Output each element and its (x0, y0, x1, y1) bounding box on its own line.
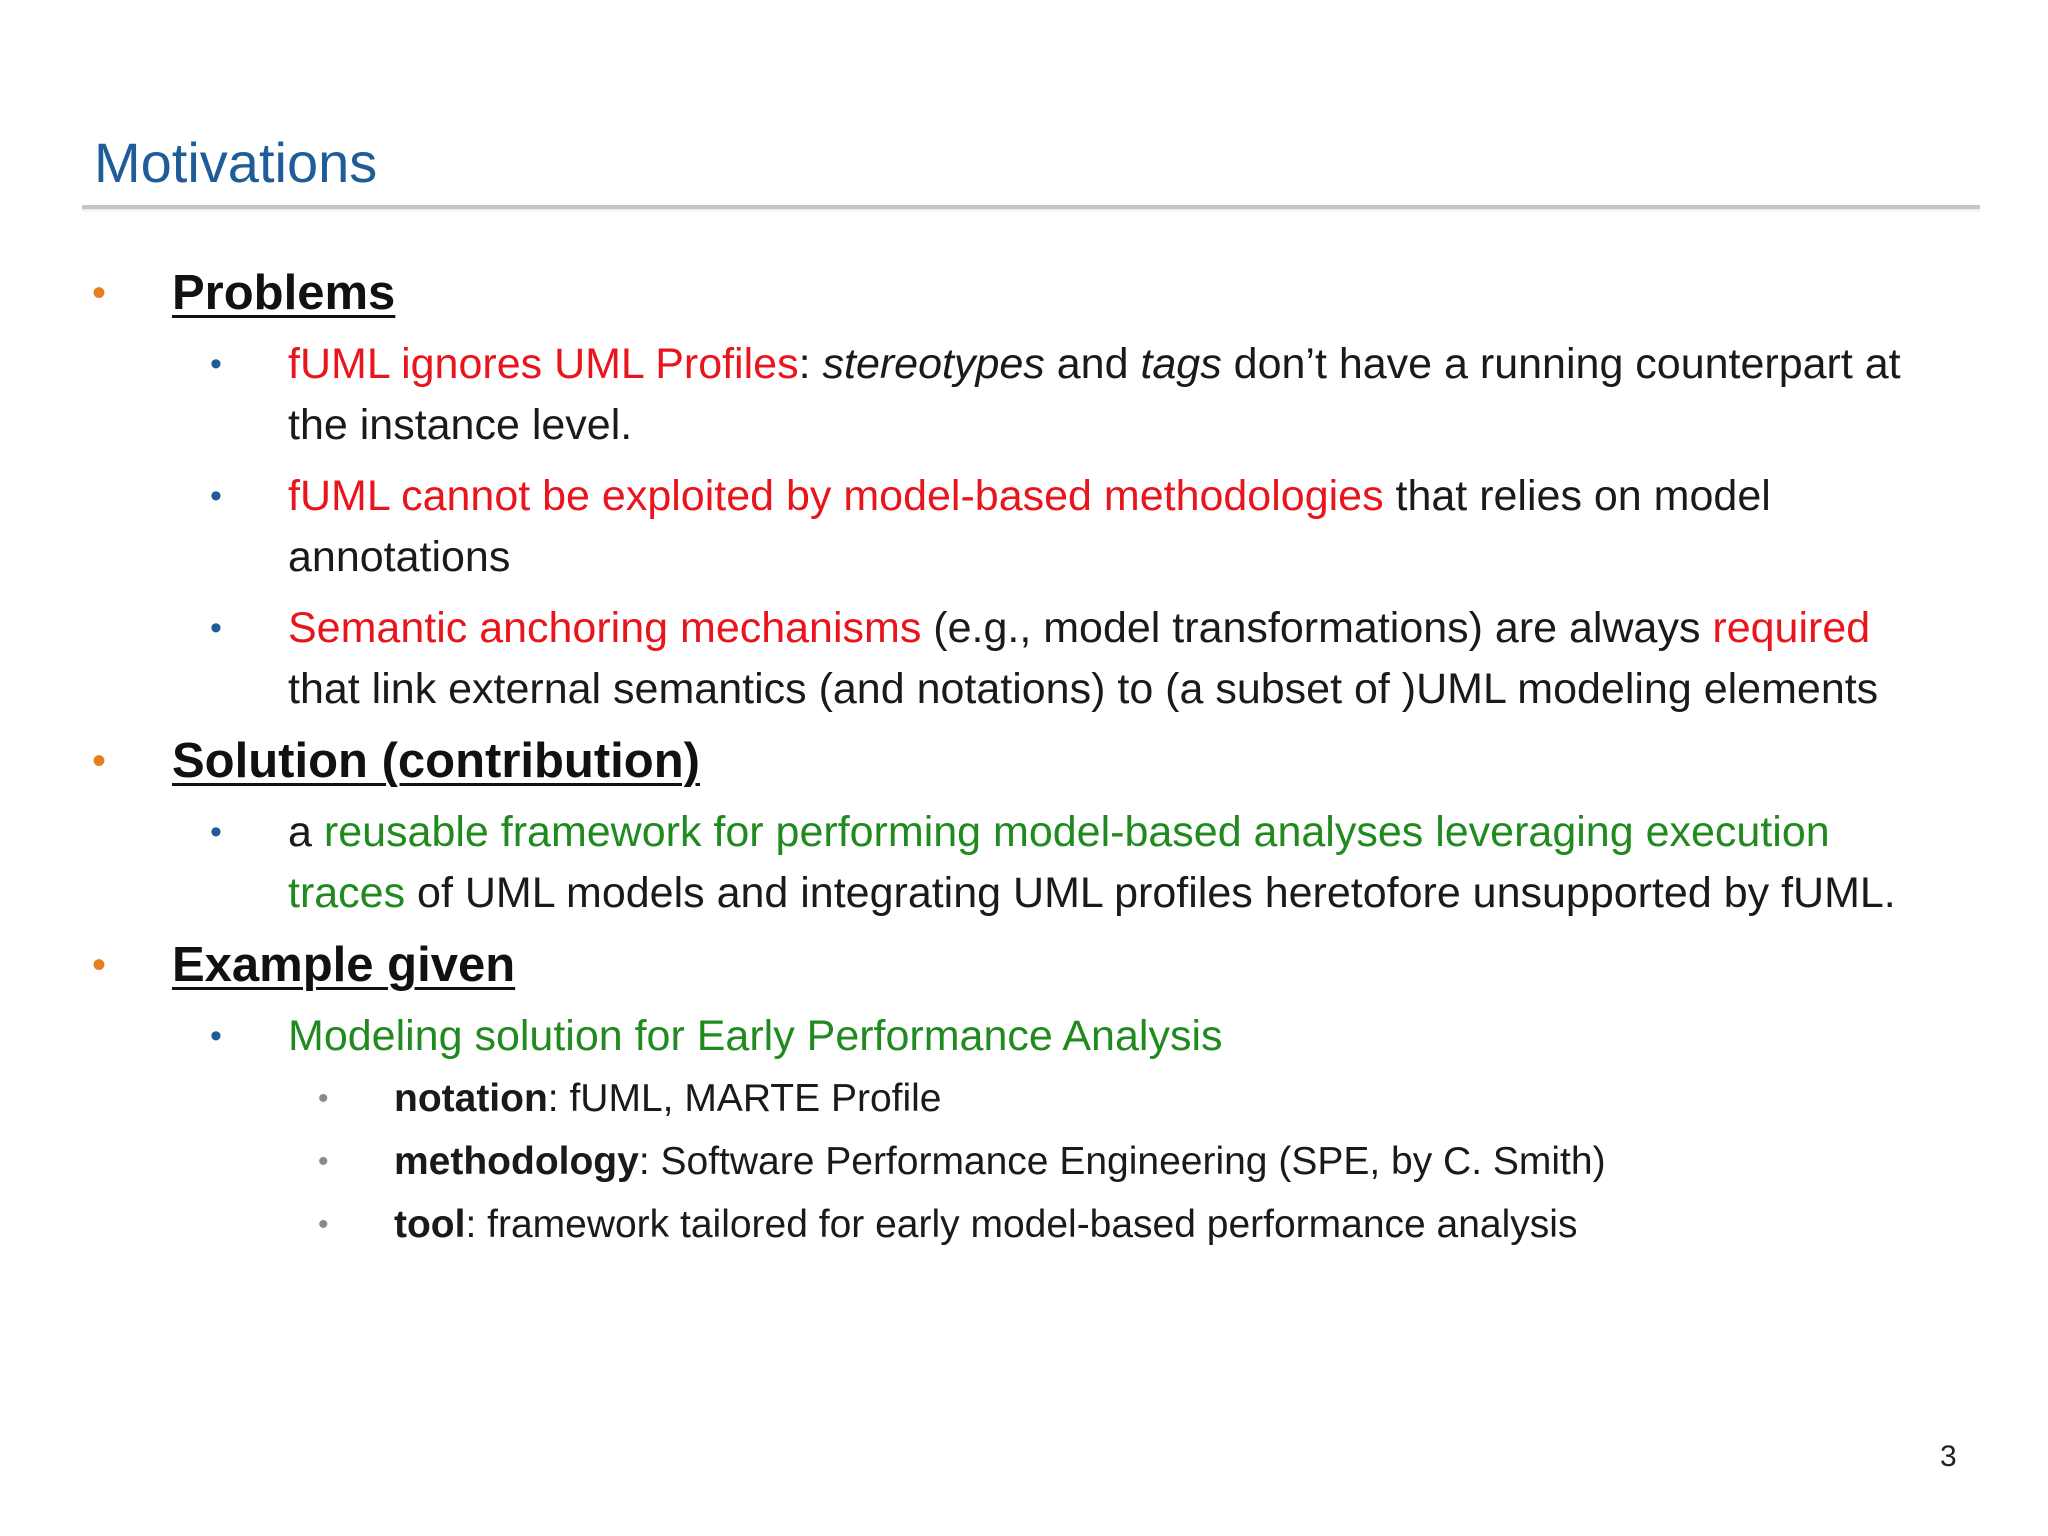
problem-1-rest: don’t have a running counterpart at the instance level. (288, 340, 1901, 449)
solution-1-pre: a (288, 808, 324, 856)
problem-1-colon: : (798, 340, 823, 388)
solution-heading: Solution (contribution) (172, 734, 700, 788)
blue-bullet-icon: • (210, 609, 222, 647)
solution-item-1 (210, 802, 1948, 924)
problem-3-mid: (e.g., model transformations) are always (921, 604, 1713, 652)
example-1-highlight: Modeling solution for Early Performance Analysis (288, 1012, 1223, 1060)
problem-item-1 (210, 334, 1948, 456)
blue-bullet-icon: • (210, 813, 222, 851)
orange-bullet-icon: • (92, 943, 107, 987)
problem-1-and: and (1044, 340, 1141, 388)
orange-bullet-icon: • (92, 271, 107, 315)
problem-1-stereotypes: stereotypes (822, 340, 1045, 388)
subitem-text: : framework tailored for early model-based performance analysis (465, 1203, 1578, 1246)
problems-heading: Problems (172, 266, 396, 320)
solution-1-rest: of UML models and integrating UML profiles heretofore unsupported by fUML. (405, 869, 1896, 917)
title-divider (82, 205, 1980, 209)
subitem-label: notation (394, 1077, 548, 1120)
subitem-text: : fUML, MARTE Profile (547, 1077, 942, 1120)
problem-item-3 (210, 598, 1948, 720)
gray-bullet-icon: • (318, 1208, 329, 1241)
problem-2-highlight: fUML cannot be exploited by model-based methodologies (288, 472, 1384, 520)
blue-bullet-icon: • (210, 345, 222, 383)
subitem-label: methodology (394, 1140, 639, 1183)
example-subitem-tool (318, 1193, 1944, 1256)
slide-body (0, 260, 2048, 1256)
bullet-example (92, 932, 2048, 998)
page-number: 3 (1940, 1440, 1957, 1473)
slide-title: Motivations (94, 131, 378, 194)
solution-1-highlight: reusable framework for performing model-based analyses leveraging execution traces (288, 808, 1830, 917)
problem-1-tags: tags (1140, 340, 1222, 388)
orange-bullet-icon: • (92, 739, 107, 783)
blue-bullet-icon: • (210, 1017, 222, 1055)
blue-bullet-icon: • (210, 477, 222, 515)
subitem-text: : Software Performance Engineering (SPE, by C. Smith) (638, 1140, 1606, 1183)
problem-3-highlight-2: required (1712, 604, 1871, 652)
example-subitem-methodology (318, 1130, 1944, 1193)
gray-bullet-icon: • (318, 1082, 329, 1115)
example-item-1 (210, 1006, 1948, 1067)
problem-3-rest: that link external semantics (and notations) to (a subset of )UML modeling elements (288, 665, 1879, 713)
problem-1-highlight: fUML ignores UML Profiles (288, 340, 799, 388)
example-subitem-notation (318, 1067, 1944, 1130)
problem-item-2 (210, 466, 1948, 588)
problem-3-highlight-1: Semantic anchoring mechanisms (288, 604, 922, 652)
example-heading: Example given (172, 938, 516, 992)
subitem-label: tool (394, 1203, 466, 1246)
problem-2-rest: that relies on model annotations (288, 472, 1771, 581)
bullet-problems (92, 260, 2048, 326)
bullet-solution (92, 728, 2048, 794)
gray-bullet-icon: • (318, 1145, 329, 1178)
